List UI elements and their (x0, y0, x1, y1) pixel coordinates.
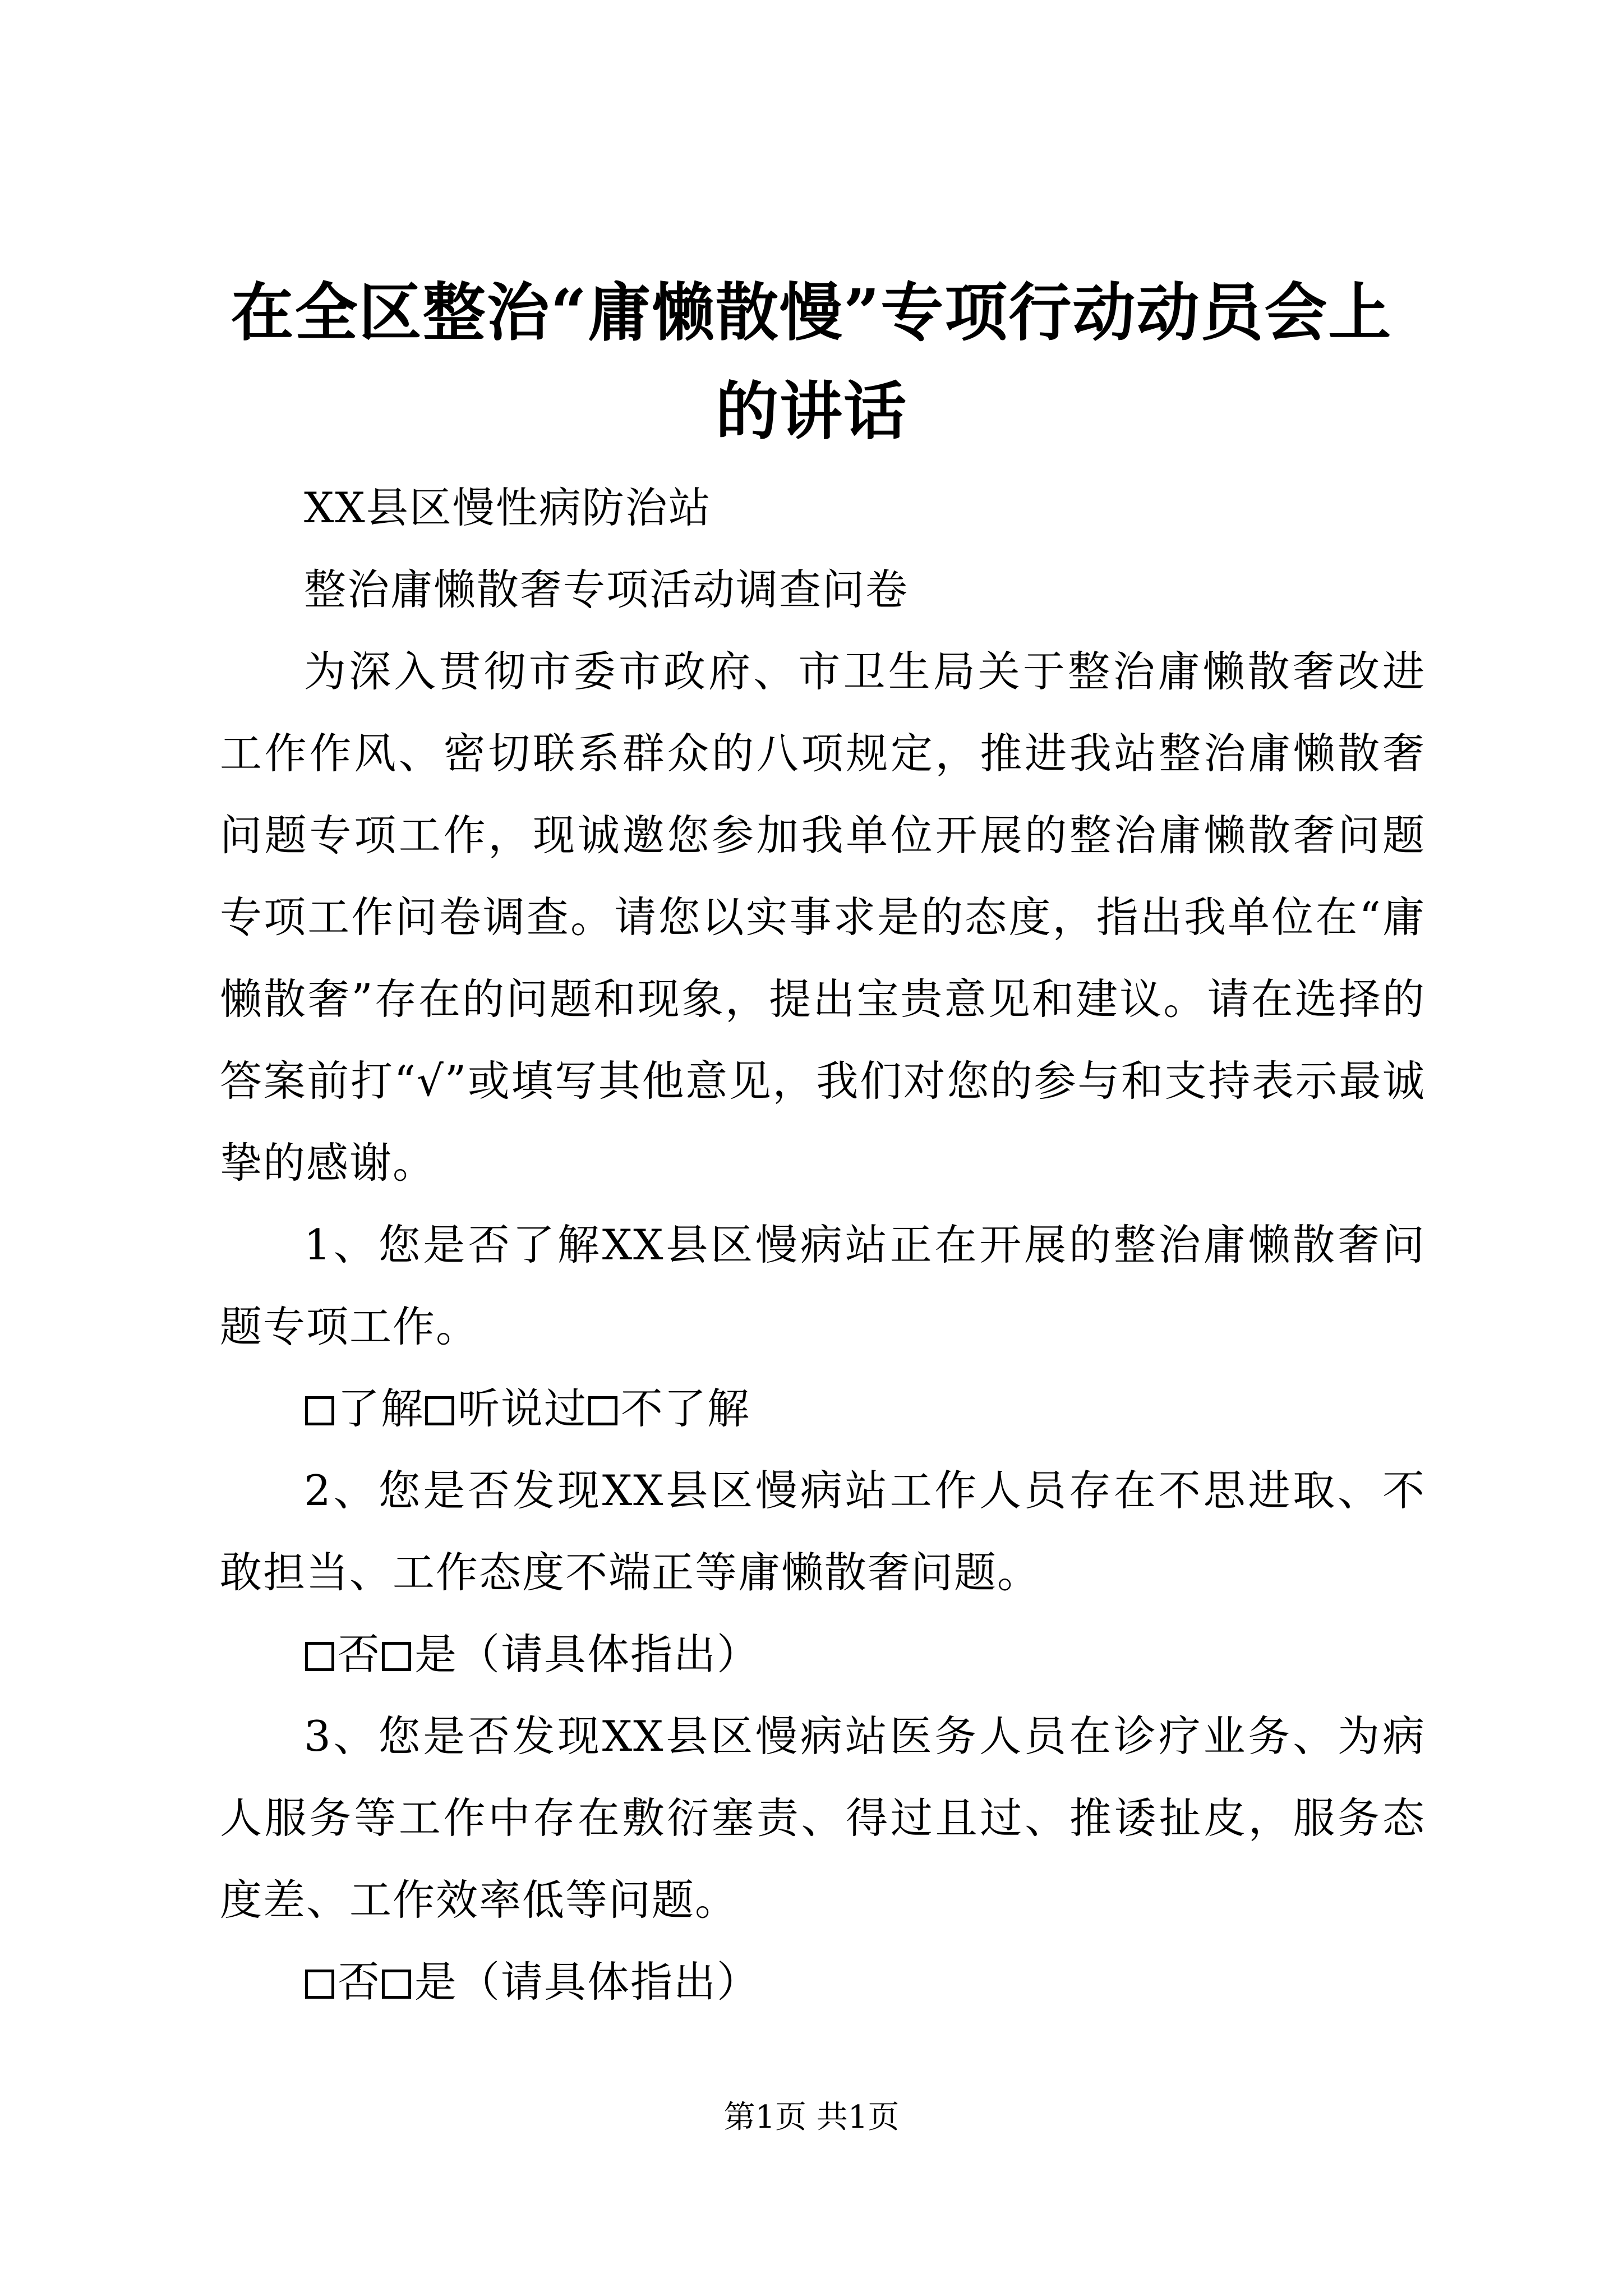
checkbox-icon[interactable] (588, 1396, 617, 1425)
option-label: 否 (338, 1957, 381, 2007)
question-1-options (220, 1368, 1426, 1450)
question-3-options (220, 1941, 1426, 2023)
document-body (220, 467, 1426, 2023)
option-label: 了解 (338, 1384, 425, 1433)
page-footer: 第1页 共1页 (723, 2099, 900, 2136)
question-2-options (220, 1613, 1426, 1695)
option-label: 不了解 (621, 1384, 751, 1433)
checkbox-icon[interactable] (382, 1970, 411, 1999)
option-label: 听说过 (458, 1384, 588, 1433)
checkbox-icon[interactable] (382, 1642, 411, 1671)
survey-title: 整治庸懒散奢专项活动调查问卷 (304, 565, 909, 614)
checkbox-icon[interactable] (425, 1396, 454, 1425)
question-1: 1、您是否了解XX县区慢病站正在开展的整治庸懒散奢问题专项工作。 (220, 1220, 1426, 1351)
document-title: 在全区整治“庸懒散慢”专项行动动员会上的讲话 (230, 276, 1393, 448)
checkbox-icon[interactable] (305, 1642, 334, 1671)
option-label: 是（请具体指出） (414, 1957, 760, 2007)
checkbox-icon[interactable] (305, 1396, 334, 1425)
question-3: 3、您是否发现XX县区慢病站医务人员在诊疗业务、为病人服务等工作中存在敷衍塞责、得过且过、推诿扯皮，服务态度差、工作效率低等问题。 (220, 1711, 1426, 1925)
org-line: XX县区慢性病防治站 (304, 483, 712, 532)
question-2: 2、您是否发现XX县区慢病站工作人员存在不思进取、不敢担当、工作态度不端正等庸懒散奢问题。 (220, 1466, 1426, 1597)
intro-paragraph: 为深入贯彻市委市政府、市卫生局关于整治庸懒散奢改进工作作风、密切联系群众的八项规定，推进我站整治庸懒散奢问题专项工作，现诚邀您参加我单位开展的整治庸懒散奢问题专项工作问卷调查。请您以实事求是的态度，指出我单位在“庸懒散奢”存在的问题和现象，提出宝贵意见和建议。请在选择的答案前打“√”或填写其他意见，我们对您的参与和支持表示最诚挚的感谢。 (220, 647, 1426, 1188)
option-label: 是（请具体指出） (414, 1630, 760, 1679)
checkbox-icon[interactable] (305, 1970, 334, 1999)
option-label: 否 (338, 1630, 381, 1679)
